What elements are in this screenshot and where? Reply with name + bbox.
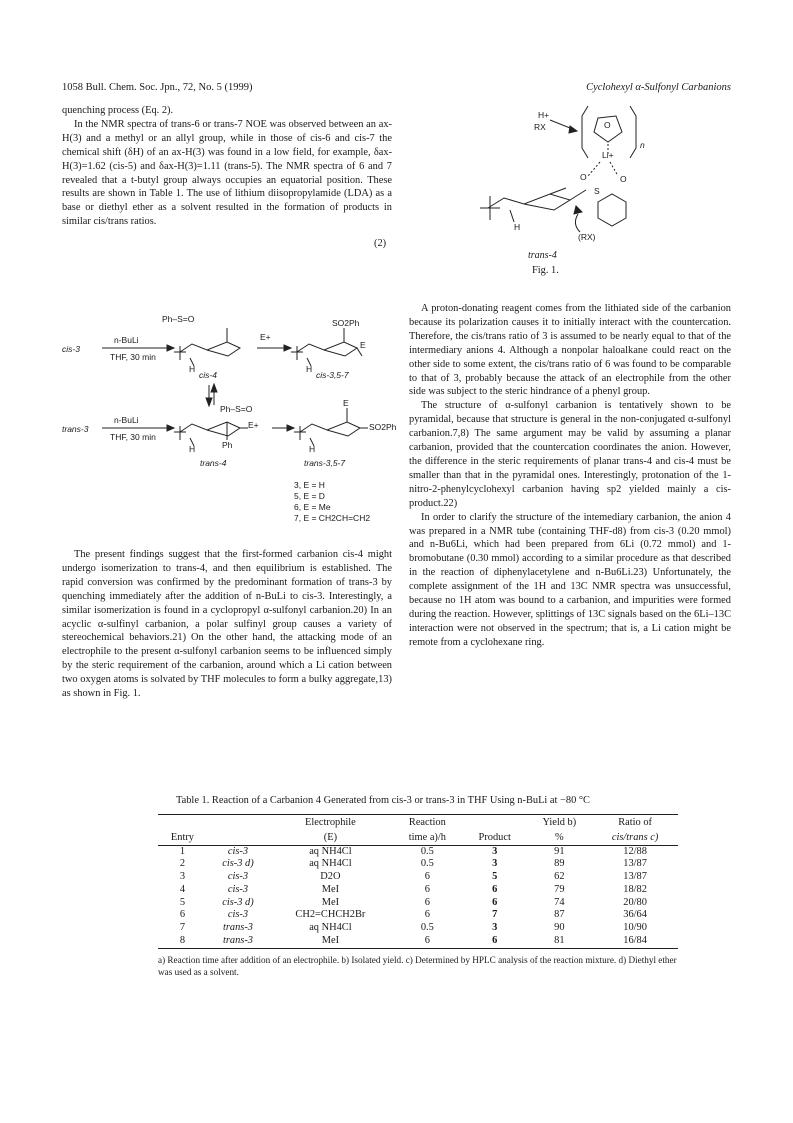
table-row <box>158 871 678 884</box>
scheme-e-bottom: E <box>343 398 349 408</box>
cell-entry: 8 <box>179 935 186 947</box>
right-column <box>409 302 731 650</box>
th-bottom-4: Product <box>463 830 526 846</box>
figure-1 <box>470 98 670 288</box>
cell-substrate: cis-3 <box>227 871 249 883</box>
scheme-h-4: H <box>309 444 316 454</box>
reaction-scheme-drawing <box>62 300 392 545</box>
left-column <box>62 104 392 229</box>
cell-substrate: cis-3 <box>227 909 249 921</box>
table-header-row-top <box>158 814 678 830</box>
paragraph-left-2: In the NMR spectra of trans-6 or trans-7 NOE was observed between an ax-H(3) and a methyl or an allyl group, while in those of cis-6 and cis-7 the chemical shift (δH) of an ax-H(3) was found in a low field, for example, δax-H(3)=1.62 (cis-5) and δax-H(3)=1.11 (trans-5). The NMR spectra of 6 and 7 revealed that a t-butyl group always occupies an equatorial position. These results are shown in Table 1. The use of lithium diisopropylamide (LDA) as a base or diethyl ether as a solvent resulted in the formation of products in similar cis/trans ratios. <box>62 118 392 228</box>
table-row <box>158 845 678 858</box>
fig-h: H <box>514 222 521 232</box>
th-top-0 <box>158 814 207 830</box>
cell-yield: 81 <box>554 935 565 947</box>
scheme-reagent-bottom: n-BuLi <box>114 415 139 425</box>
paragraph-left-1: quenching process (Eq. 2). <box>62 105 174 116</box>
fig-h-plus: H+ <box>538 110 550 120</box>
cell-product: 6 <box>492 896 498 908</box>
cell-entry: 3 <box>179 871 186 883</box>
th-top-4 <box>463 814 526 830</box>
cell-time: 6 <box>424 871 430 883</box>
equation-number: (2) <box>374 238 387 249</box>
paragraph-right-1: A proton-donating reagent comes from the lithiated side of the carbanion because its polarization causes it to initially interact with the countercation. Therefore, the cis/trans ratio of 3 is assumed to be nearly equal to that of the intermediary anions 4. Although a nonpolar haloalkane could react on the other side to some extent, the cis/trans ratio of 6 was found to be comparable to that of 3, probably because the attack of an electrophile from the other side was subject to the steric hindrance of a phenyl group. <box>409 303 731 398</box>
cell-yield: 89 <box>554 858 565 870</box>
cell-ratio: 16/84 <box>623 935 647 947</box>
th-bottom-6: cis/trans c) <box>592 830 678 846</box>
cell-entry: 1 <box>179 845 186 857</box>
scheme-so2ph-bottom: SO2Ph <box>369 422 397 432</box>
table-row <box>158 935 678 948</box>
scheme-legend-7: 7, E = CH2CH=CH2 <box>294 513 371 523</box>
cell-substrate: cis-3 <box>227 845 249 857</box>
scheme-conditions-top: THF, 30 min <box>110 352 156 362</box>
cell-substrate: trans-3 <box>222 935 253 947</box>
th-top-6: Ratio of <box>618 816 652 828</box>
fig-o-ring: O <box>604 120 611 130</box>
cell-product: 7 <box>492 909 498 921</box>
table-row <box>158 897 678 910</box>
scheme-h-2: H <box>306 364 313 374</box>
cell-substrate: cis-3 d) <box>222 896 254 908</box>
table-row <box>158 884 678 897</box>
cell-entry: 4 <box>179 883 186 895</box>
cell-entry: 5 <box>179 896 186 908</box>
scheme-ph-so-top: Ph–S=O <box>162 314 195 324</box>
scheme-start-cis: cis-3 <box>62 344 80 354</box>
cell-electrophile: CH2=CHCH2Br <box>295 909 366 921</box>
th-bottom-2: (E) <box>269 830 392 846</box>
scheme-h-1: H <box>189 364 196 374</box>
results-table <box>158 814 678 949</box>
th-top-5: Yield b) <box>542 816 577 828</box>
cell-ratio: 10/90 <box>623 922 647 934</box>
cell-ratio: 12/88 <box>623 845 647 857</box>
cell-electrophile: aq NH4Cl <box>309 922 352 934</box>
scheme-conditions-bottom: THF, 30 min <box>110 432 156 442</box>
cell-time: 6 <box>424 909 430 921</box>
cell-product: 5 <box>492 871 498 883</box>
table-row <box>158 922 678 935</box>
scheme-start-trans: trans-3 <box>62 424 89 434</box>
scheme-electrophile-bottom: E+ <box>248 420 259 430</box>
scheme-legend-6: 6, E = Me <box>294 502 331 512</box>
figure-compound-label: trans-4 <box>528 250 557 261</box>
cell-substrate: trans-3 <box>222 922 253 934</box>
fig-rx2: (RX) <box>578 232 596 242</box>
running-header-left: 1058 Bull. Chem. Soc. Jpn., 72, No. 5 (1999) <box>62 82 253 93</box>
table-header-row-bottom <box>158 830 678 846</box>
cell-yield: 87 <box>554 909 565 921</box>
cell-yield: 91 <box>554 845 565 857</box>
cell-electrophile: MeI <box>321 935 340 947</box>
scheme-reagent-top: n-BuLi <box>114 335 139 345</box>
scheme-electrophile-top: E+ <box>260 332 271 342</box>
cell-time: 0.5 <box>420 845 434 857</box>
cell-ratio: 13/87 <box>623 858 647 870</box>
scheme-legend-5: 5, E = D <box>294 491 325 501</box>
scheme-prod-trans: trans-3,5-7 <box>304 458 346 468</box>
cell-product: 6 <box>492 883 498 895</box>
cell-product: 3 <box>492 922 498 934</box>
scheme-anion-trans: trans-4 <box>200 458 227 468</box>
th-top-2: Electrophile <box>305 816 356 828</box>
cell-electrophile: aq NH4Cl <box>309 845 352 857</box>
cell-product: 3 <box>492 858 498 870</box>
cell-electrophile: aq NH4Cl <box>309 858 352 870</box>
cell-entry: 6 <box>179 909 186 921</box>
scheme-h-3: H <box>189 444 196 454</box>
th-bottom-5: % <box>526 830 592 846</box>
cell-electrophile: MeI <box>321 896 340 908</box>
scheme-e-top: E <box>360 340 366 350</box>
cell-product: 6 <box>492 935 498 947</box>
cell-electrophile: D2O <box>320 871 341 883</box>
fig-li: Li+ <box>602 150 614 160</box>
fig-o2: O <box>620 174 627 184</box>
cell-time: 0.5 <box>420 858 434 870</box>
th-top-3: Reaction <box>408 816 446 828</box>
figure-caption: Fig. 1. <box>532 265 559 276</box>
th-bottom-3: time a)/h <box>392 830 463 846</box>
cell-ratio: 13/87 <box>623 871 647 883</box>
fig-rx: RX <box>534 122 546 132</box>
th-bottom-1 <box>207 830 269 846</box>
fig-s: S <box>594 186 600 196</box>
th-bottom-0: Entry <box>158 830 207 846</box>
cell-time: 6 <box>424 896 430 908</box>
scheme-ph-so-bottom: Ph–S=O <box>220 404 253 414</box>
cell-yield: 62 <box>554 871 565 883</box>
scheme-so2ph-top: SO2Ph <box>332 318 360 328</box>
scheme-legend-3: 3, E = H <box>294 480 325 490</box>
cell-yield: 74 <box>554 896 565 908</box>
reaction-scheme <box>62 300 397 545</box>
cell-ratio: 36/64 <box>623 909 647 921</box>
scheme-anion-cis: cis-4 <box>199 370 217 380</box>
cell-entry: 2 <box>179 858 186 870</box>
cell-substrate: cis-3 d) <box>222 858 254 870</box>
paragraph-right-2: The structure of α-sulfonyl carbanion is tentatively shown to be pyramidal, because that structure is general in the non-conjugated α-sulfonyl carbanion.7,8) The same argument may be valid by assuming a planar carbanion, provided that the countercation coordinates the anion. However, the difference in the steric requirements of planar trans-4 and cis-4 must be smaller than that in the pyramidal ones. Interestingly, protonation of the 1-nitro-2-phenylcyclohexyl carbanion having sp2 yielded mainly a cis-product.22) <box>409 400 731 509</box>
cell-product: 3 <box>492 845 498 857</box>
cell-ratio: 20/80 <box>623 896 647 908</box>
cell-time: 6 <box>424 935 430 947</box>
table-caption: Table 1. Reaction of a Carbanion 4 Generated from cis-3 or trans-3 in THF Using n-BuLi at −80 °C <box>176 795 590 806</box>
cell-ratio: 18/82 <box>623 883 647 895</box>
running-header-right: Cyclohexyl α-Sulfonyl Carbanions <box>586 82 731 93</box>
scheme-prod-cis: cis-3,5-7 <box>316 370 349 380</box>
table-footnotes: a) Reaction time after addition of an electrophile. b) Isolated yield. c) Determined by HPLC analysis of the reaction mixture. d) Diethyl ether was used as a solvent. <box>158 954 677 977</box>
table-row <box>158 858 678 871</box>
left-column-lower <box>62 548 392 701</box>
fig-n: n <box>640 140 645 150</box>
paragraph-left-3: The present findings suggest that the first-formed carbanion cis-4 might undergo isomerization to trans-4, and then equilibrium is established. The rapid conversion was confirmed by the predominant formation of trans-3 by quenching immediately after the addition of n-BuLi to cis-3. Interestingly, a similar isomerization is found in a cyclopropyl α-sulfonyl carbanion.20) In an acyclic α-sulfinyl carbanion, a polar sulfinyl group causes a variety of stereochemical behaviors.21) On the other hand, the attacking mode of an electrophile to the present α-sulfonyl carbanion seems to be influenced simply by the steric requirement of the carbanion, around which a Li cation between two oxygen atoms is solvated by THF molecules to form a bulky aggregate,13) as shown in Fig. 1. <box>62 549 392 700</box>
cell-time: 0.5 <box>420 922 434 934</box>
fig-o1: O <box>580 172 587 182</box>
table-1 <box>158 794 733 978</box>
cell-substrate: cis-3 <box>227 883 249 895</box>
paragraph-right-3: In order to clarify the structure of the intemediary carbanion, the anion 4 was prepared in a NMR tube (containing THF-d8) from cis-3 (0.20 mmol) and n-Bu6Li, which had been prepared from 6Li (0.72 mmol) and 1-bromobutane (0.30 mmol) according to a similar procedure as that described in the reaction of diphenylacetylene and n-Bu6Li.23) Unfortunately, the complete assignment of the 1H and 13C NMR spectra was unsuccessful, because no 1H atom was bound to a carbanion, and impurities were formed during the reaction. However, splittings of 13C signals based on the 6Li–13C interaction were not observed in the spectrum; that is, a Li cation might be remote from a cyclohexane ring. <box>409 511 731 648</box>
cell-time: 6 <box>424 883 430 895</box>
cell-entry: 7 <box>179 922 186 934</box>
cell-electrophile: MeI <box>321 883 340 895</box>
table-row <box>158 909 678 922</box>
cell-yield: 90 <box>554 922 565 934</box>
figure-1-drawing <box>470 98 670 248</box>
scheme-ph-bottom: Ph <box>222 440 233 450</box>
th-top-1 <box>207 814 269 830</box>
cell-yield: 79 <box>554 883 565 895</box>
